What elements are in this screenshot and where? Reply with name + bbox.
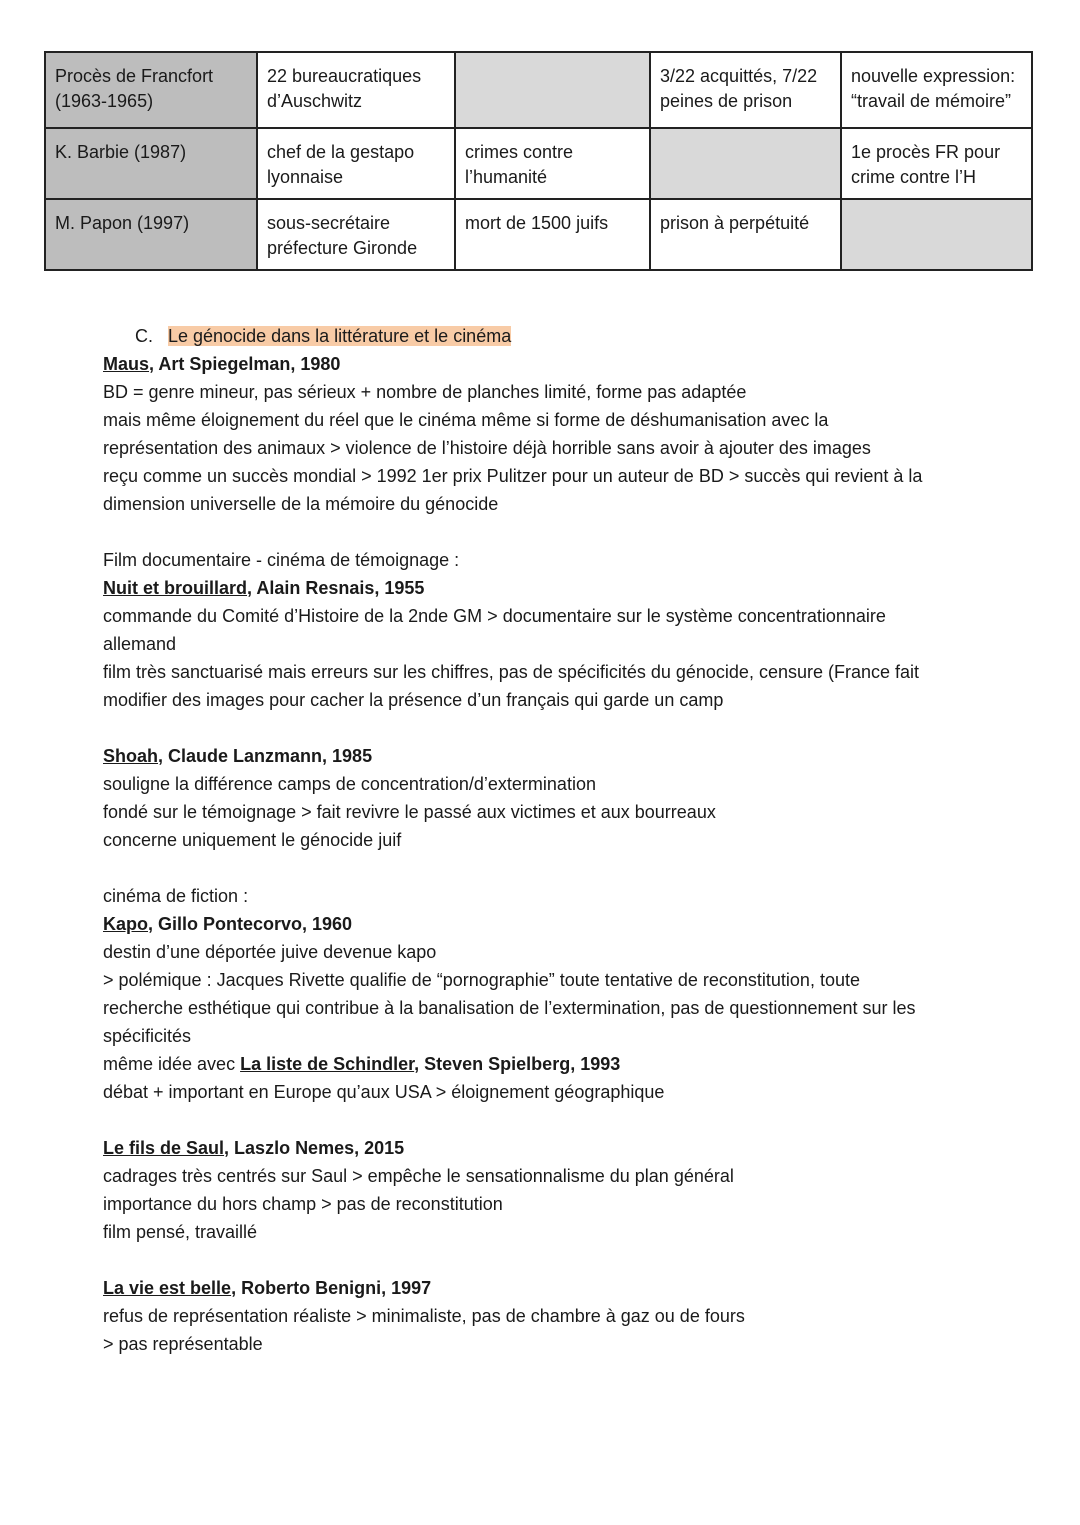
text-line: film pensé, travaillé [103,1222,258,1242]
text-line: concerne uniquement le génocide juif [103,830,402,850]
text-line: modifier des images pour cacher la présence d’un français qui garde un camp [103,690,724,710]
work-meta: , Alain Resnais, 1955 [247,578,425,598]
work-heading-vie-est-belle [103,1274,1003,1302]
work-title: Maus [103,354,150,374]
work-meta: , Claude Lanzmann, 1985 [158,746,373,766]
text-line: dimension universelle de la mémoire du génocide [103,494,499,514]
work-title: La vie est belle [103,1278,232,1298]
same-idea-prefix: même idée avec [103,1054,241,1074]
work-title: La liste de Schindler [240,1054,415,1074]
blank-line [103,714,1003,742]
work-title: Nuit et brouillard [103,578,247,598]
subsection-heading: Film documentaire - cinéma de témoignage : [103,550,460,570]
text-line: fondé sur le témoignage > fait revivre le passé aux victimes et aux bourreaux [103,802,716,822]
verdict-cell [650,128,841,199]
work-meta: , Roberto Benigni, 1997 [231,1278,432,1298]
text-line: débat + important en Europe qu’aux USA > éloignement géographique [103,1082,665,1102]
blank-line [103,1246,1003,1274]
text-line: reçu comme un succès mondial > 1992 1er prix Pulitzer pour un auteur de BD > succès qui revient à la [103,466,923,486]
work-heading-kapo [103,910,1003,938]
work-heading-maus [103,350,1003,378]
text-line: importance du hors champ > pas de reconstitution [103,1194,503,1214]
accused-cell: sous-secrétaire préfecture Gironde [257,199,455,270]
text-line: recherche esthétique qui contribue à la banalisation de l’extermination, pas de questionnement sur les [103,998,916,1018]
trial-name-cell: M. Papon (1997) [45,199,257,270]
work-meta: , Steven Spielberg, 1993 [414,1054,621,1074]
verdict-cell: prison à perpétuité [650,199,841,270]
charge-cell: mort de 1500 juifs [455,199,650,270]
work-heading-shoah [103,742,1003,770]
text-line: commande du Comité d’Histoire de la 2nde GM > documentaire sur le système concentrationnaire [103,606,886,626]
notes-content [103,322,1003,1358]
note-cell [841,199,1032,270]
text-line: > polémique : Jacques Rivette qualifie de “pornographie” toute tentative de reconstitution, toute [103,970,860,990]
work-meta: , Art Spiegelman, 1980 [149,354,341,374]
accused-cell: chef de la gestapo lyonnaise [257,128,455,199]
work-meta: , Gillo Pontecorvo, 1960 [148,914,353,934]
section-letter: C. [135,326,153,346]
charge-cell: crimes contre l’humanité [455,128,650,199]
work-heading-nuit [103,574,1003,602]
text-line: spécificités [103,1026,192,1046]
trials-table [44,51,1033,271]
trial-name-cell: K. Barbie (1987) [45,128,257,199]
accused-cell: 22 bureaucratiques d’Auschwitz [257,52,455,128]
text-line: allemand [103,634,177,654]
table-row [45,52,1032,128]
subsection-heading: cinéma de fiction : [103,886,249,906]
blank-line [103,1106,1003,1134]
work-meta: , Laszlo Nemes, 2015 [224,1138,405,1158]
work-title: Shoah [103,746,159,766]
text-line: représentation des animaux > violence de l’histoire déjà horrible sans avoir à ajouter des images [103,438,871,458]
note-cell: nouvelle expression: “travail de mémoire” [841,52,1032,128]
text-line: souligne la différence camps de concentration/d’extermination [103,774,596,794]
table-row [45,199,1032,270]
work-title: Kapo [103,914,148,934]
blank-line [103,854,1003,882]
work-title: Le fils de Saul [103,1138,225,1158]
trial-name-cell: Procès de Francfort (1963-1965) [45,52,257,128]
section-title: Le génocide dans la littérature et le cinéma [168,326,512,346]
text-line: destin d’une déportée juive devenue kapo [103,942,437,962]
work-heading-saul [103,1134,1003,1162]
text-line: > pas représentable [103,1334,263,1354]
charge-cell [455,52,650,128]
section-heading [135,322,1003,350]
same-idea-line [103,1050,1003,1078]
verdict-cell: 3/22 acquittés, 7/22 peines de prison [650,52,841,128]
note-cell: 1e procès FR pour crime contre l’H [841,128,1032,199]
text-line: BD = genre mineur, pas sérieux + nombre de planches limité, forme pas adaptée [103,382,747,402]
text-line: cadrages très centrés sur Saul > empêche le sensationnalisme du plan général [103,1166,734,1186]
text-line: mais même éloignement du réel que le cinéma même si forme de déshumanisation avec la [103,410,829,430]
table-row [45,128,1032,199]
text-line: refus de représentation réaliste > minimaliste, pas de chambre à gaz ou de fours [103,1306,745,1326]
blank-line [103,518,1003,546]
text-line: film très sanctuarisé mais erreurs sur les chiffres, pas de spécificités du génocide, censure (France fait [103,662,920,682]
